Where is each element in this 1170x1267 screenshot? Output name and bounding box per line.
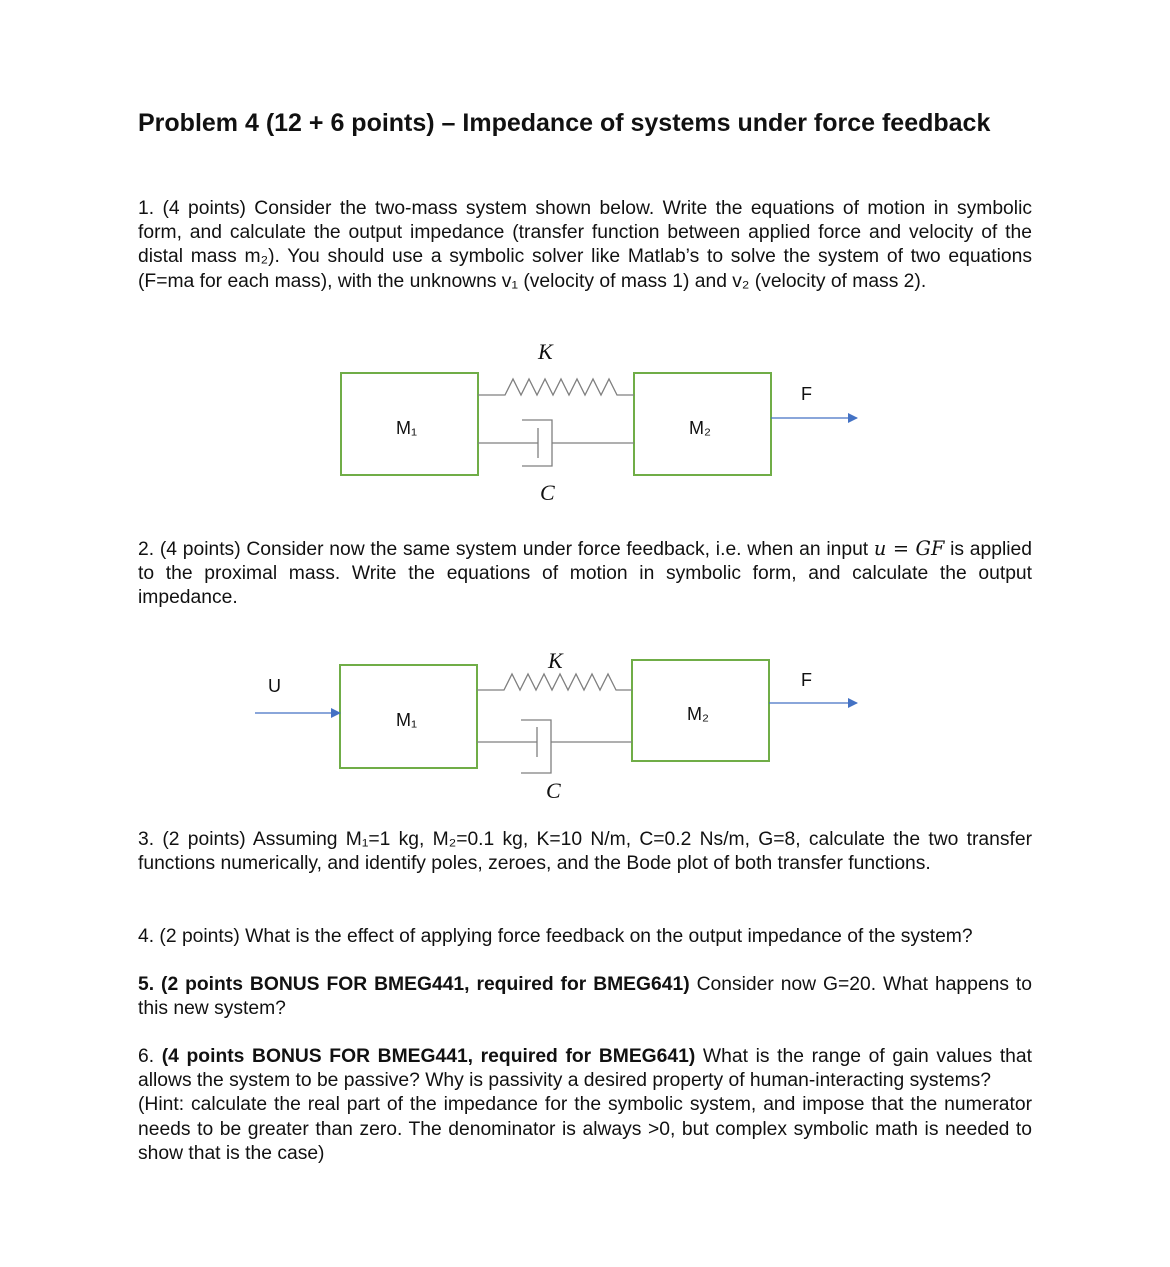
mass-2-label: M₂ [689, 418, 711, 438]
spring-label: K [538, 339, 553, 364]
q2-math: u = GF [873, 537, 945, 560]
q2-text-before: 2. (4 points) Consider now the same system under force feedback, i.e. when an input [138, 539, 874, 560]
question-1: 1. (4 points) Consider the two-mass system shown below. Write the equations of motion in symbolic form, and calculate the output impedance (transfer function between applied force and velocity of the distal mass m₂). You should use a symbolic solver like Matlab’s to solve the system of two equations (F=ma for each mass), with the unknowns v₁ (velocity of mass 1) and v₂ (velocity of mass 2). [138, 198, 1032, 292]
mass-1-label: M₁ [396, 418, 418, 438]
question-6 [138, 1045, 1032, 1166]
question-5 [138, 973, 1032, 1021]
force-label-fb: F [801, 670, 812, 690]
mass-1-label-fb: M₁ [396, 710, 418, 730]
q2-text-after: is applied to the proximal mass. Write the equations of motion in symbolic form, and calculate the output impedance. [138, 539, 1032, 609]
force-label: F [801, 384, 812, 404]
q6-text: What is the range of gain values that allows the system to be passive? Why is passivity a desired property of human-interacting systems? [138, 1046, 1032, 1092]
damper-fb [477, 720, 632, 773]
question-2 [138, 537, 1032, 611]
question-3: 3. (2 points) Assuming M₁=1 kg, M₂=0.1 kg, K=10 N/m, C=0.2 Ns/m, G=8, calculate the two transfer functions numerically, and identify poles, zeroes, and the Bode plot of both transfer functions. [138, 829, 1032, 875]
damper-label-fb: C [546, 778, 561, 803]
q6-bold: (4 points BONUS FOR BMEG441, required for BMEG641) [161, 1046, 696, 1067]
damper [478, 420, 634, 466]
q6-prefix: 6. [138, 1046, 162, 1067]
diagram1-group [341, 339, 857, 505]
q5-bold: 5. (2 points BONUS FOR BMEG441, required for BMEG641) [138, 974, 690, 995]
q5-text: Consider now G=20. What happens to this new system? [138, 974, 1032, 1020]
mass-2-label-fb: M₂ [687, 704, 709, 724]
q6-hint: (Hint: calculate the real part of the impedance for the symbolic system, and impose that the numerator needs to be greater than zero. The denominator is always >0, but complex symbolic math is needed to show that is the case) [138, 1094, 1032, 1164]
spring [478, 379, 634, 395]
input-label: U [268, 676, 281, 696]
diagram2-group [255, 648, 857, 803]
problem-title: Problem 4 (12 + 6 points) – Impedance of systems under force feedback [138, 109, 991, 137]
spring-label-fb: K [548, 648, 563, 673]
question-4: 4. (2 points) What is the effect of applying force feedback on the output impedance of the system? [138, 926, 973, 947]
spring-fb [477, 674, 632, 690]
damper-label: C [540, 480, 555, 505]
